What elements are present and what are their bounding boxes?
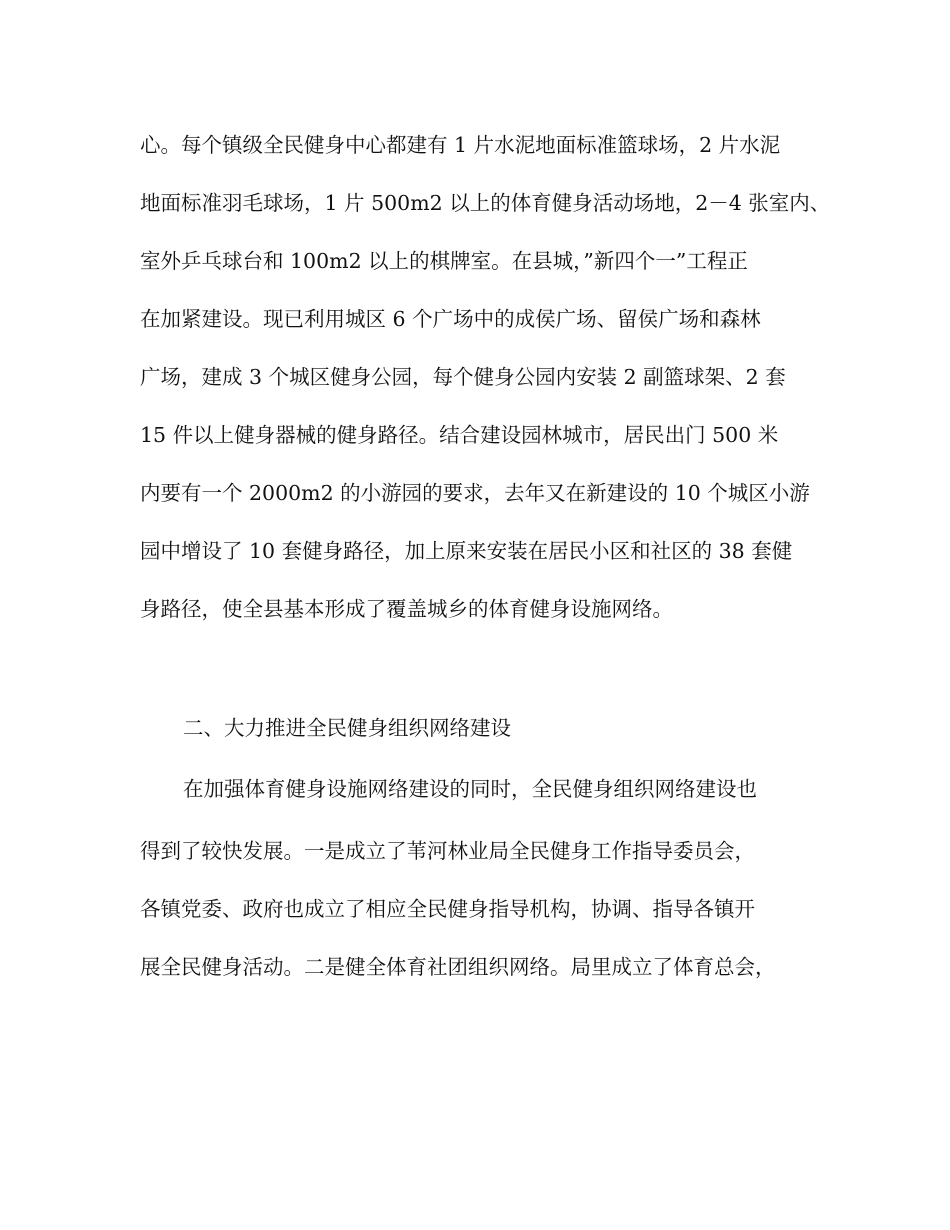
paragraph-line: 15 件以上健身器械的健身路径。结合建设园林城市，居民出门 500 米: [140, 423, 779, 447]
paragraph-line: 内要有一个 2000m2 的小游园的要求，去年又在新建设的 10 个城区小游: [140, 481, 810, 505]
paragraph-line: 展全民健身活动。二是健全体育社团组织网络。局里成立了体育总会，: [140, 955, 776, 979]
paragraph-line: 室外乒乓球台和 100m2 以上的棋牌室。在县城，”新四个一”工程正: [140, 249, 748, 273]
paragraph-line: 园中增设了 10 套健身路径，加上原来安装在居民小区和社区的 38 套健: [140, 539, 793, 563]
section-heading: 二、大力推进全民健身组织网络建设: [183, 716, 511, 740]
paragraph-line: 在加紧建设。现已利用城区 6 个广场中的成侯广场、留侯广场和森林: [140, 307, 761, 331]
paragraph-line: 在加强体育健身设施网络建设的同时，全民健身组织网络建设也: [183, 777, 757, 801]
paragraph-line: 各镇党委、政府也成立了相应全民健身指导机构，协调、指导各镇开: [140, 897, 755, 921]
paragraph-line: 身路径，使全县基本形成了覆盖城乡的体育健身设施网络。: [140, 597, 673, 621]
paragraph-line: 地面标准羽毛球场，1 片 500m2 以上的体育健身活动场地，2－4 张室内、: [140, 191, 831, 215]
paragraph-line: 得到了较快发展。一是成立了苇河林业局全民健身工作指导委员会，: [140, 839, 755, 863]
paragraph-line: 广场，建成 3 个城区健身公园，每个健身公园内安装 2 副篮球架、2 套: [140, 365, 786, 389]
paragraph-line: 心。每个镇级全民健身中心都建有 1 片水泥地面标准篮球场，2 片水泥: [140, 133, 781, 157]
